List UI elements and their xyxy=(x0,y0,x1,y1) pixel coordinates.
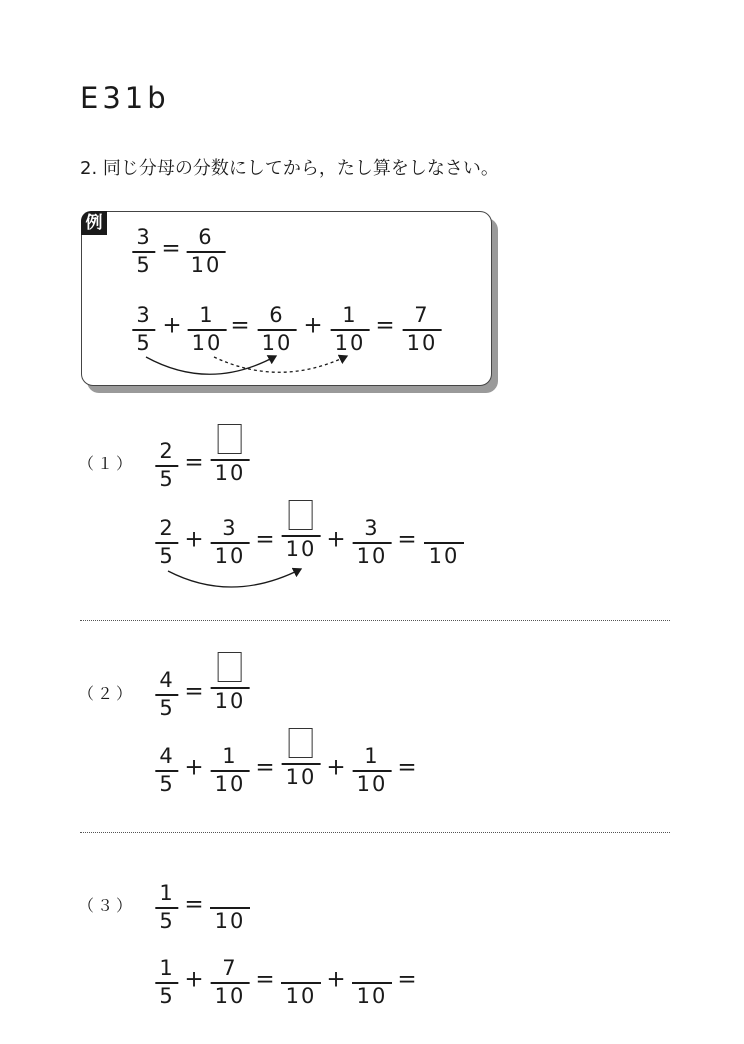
equals-sign: = xyxy=(375,312,395,339)
denominator: 5 xyxy=(159,908,175,933)
denominator: 10 xyxy=(190,252,222,277)
numerator: 2 xyxy=(159,516,175,540)
denominator: 10 xyxy=(261,330,293,355)
plus-sign: + xyxy=(162,312,182,339)
numerator: 2 xyxy=(159,439,175,463)
fraction-blank-numerator xyxy=(281,958,321,1008)
instruction-text: 2. 同じ分母の分数にしてから，たし算をしなさい。 xyxy=(80,158,499,179)
answer-box[interactable] xyxy=(218,424,242,454)
fraction-with-answer-box xyxy=(282,500,321,561)
denominator: 10 xyxy=(285,536,317,561)
numerator: 1 xyxy=(342,303,358,327)
numerator: 4 xyxy=(159,668,175,692)
denominator: 5 xyxy=(136,252,152,277)
numerator: 1 xyxy=(199,303,215,327)
numerator: 6 xyxy=(269,303,285,327)
problem-label: （１） xyxy=(78,454,136,473)
denominator: 10 xyxy=(214,771,246,796)
answer-box[interactable] xyxy=(218,652,242,682)
equals-sign: = xyxy=(255,966,275,993)
denominator: 10 xyxy=(214,543,246,568)
equals-sign: = xyxy=(230,312,250,339)
fraction-with-answer-box xyxy=(211,652,250,713)
equals-sign: = xyxy=(255,754,275,781)
denominator: 5 xyxy=(159,543,175,568)
fraction xyxy=(155,746,178,796)
fraction xyxy=(211,958,250,1008)
denominator: 5 xyxy=(136,330,152,355)
dotted-divider xyxy=(80,620,670,621)
denominator: 5 xyxy=(159,983,175,1008)
numerator: 3 xyxy=(136,303,152,327)
fraction xyxy=(353,518,392,568)
numerator: 6 xyxy=(198,225,214,249)
numerator: 4 xyxy=(159,744,175,768)
equals-sign: = xyxy=(184,678,204,705)
dotted-divider xyxy=(80,832,670,833)
fraction-with-answer-box xyxy=(211,424,250,485)
numerator: 3 xyxy=(222,516,238,540)
denominator: 5 xyxy=(159,466,175,491)
answer-blank[interactable] xyxy=(424,518,464,540)
denominator: 10 xyxy=(285,764,317,789)
answer-blank[interactable] xyxy=(352,958,392,980)
equals-sign: = xyxy=(397,966,417,993)
page-title: E31b xyxy=(80,81,170,115)
denominator: 10 xyxy=(214,983,246,1008)
conversion-arrow xyxy=(168,569,301,587)
conversion-arrow xyxy=(146,356,276,374)
plus-sign: + xyxy=(326,754,346,781)
denominator: 10 xyxy=(191,330,223,355)
answer-box[interactable] xyxy=(289,500,313,530)
equals-sign: = xyxy=(397,526,417,553)
denominator: 10 xyxy=(406,330,438,355)
fraction xyxy=(155,958,178,1008)
denominator: 10 xyxy=(214,688,246,713)
plus-sign: + xyxy=(184,526,204,553)
fraction xyxy=(211,746,250,796)
plus-sign: + xyxy=(303,312,323,339)
denominator: 10 xyxy=(428,543,460,568)
denominator: 10 xyxy=(334,330,366,355)
plus-sign: + xyxy=(184,966,204,993)
denominator: 10 xyxy=(214,908,246,933)
fraction xyxy=(211,518,250,568)
numerator: 1 xyxy=(364,744,380,768)
denominator: 10 xyxy=(356,543,388,568)
denominator: 5 xyxy=(159,695,175,720)
conversion-arrow-dashed xyxy=(214,356,347,372)
denominator: 5 xyxy=(159,771,175,796)
fraction xyxy=(155,883,178,933)
denominator: 10 xyxy=(214,460,246,485)
numerator: 7 xyxy=(222,956,238,980)
example-badge: 例 xyxy=(81,211,107,235)
fraction-blank-numerator xyxy=(424,518,464,568)
plus-sign: + xyxy=(184,754,204,781)
numerator: 3 xyxy=(364,516,380,540)
answer-blank[interactable] xyxy=(210,883,250,905)
equals-sign: = xyxy=(161,235,181,262)
equals-sign: = xyxy=(397,754,417,781)
equals-sign: = xyxy=(255,526,275,553)
denominator: 10 xyxy=(356,983,388,1008)
numerator: 7 xyxy=(414,303,430,327)
fraction xyxy=(353,746,392,796)
numerator: 1 xyxy=(222,744,238,768)
equals-sign: = xyxy=(184,891,204,918)
equals-sign: = xyxy=(184,449,204,476)
numerator: 1 xyxy=(159,956,175,980)
fraction-blank-numerator xyxy=(352,958,392,1008)
plus-sign: + xyxy=(326,966,346,993)
problem-label: （３） xyxy=(78,896,136,915)
fraction xyxy=(155,518,178,568)
numerator: 3 xyxy=(136,225,152,249)
answer-blank[interactable] xyxy=(281,958,321,980)
denominator: 10 xyxy=(356,771,388,796)
fraction-blank-numerator xyxy=(210,883,250,933)
denominator: 10 xyxy=(285,983,317,1008)
numerator: 1 xyxy=(159,881,175,905)
fraction xyxy=(155,670,178,720)
problem-label: （２） xyxy=(78,684,136,703)
fraction-with-answer-box xyxy=(282,728,321,789)
fraction xyxy=(155,441,178,491)
plus-sign: + xyxy=(326,526,346,553)
answer-box[interactable] xyxy=(289,728,313,758)
